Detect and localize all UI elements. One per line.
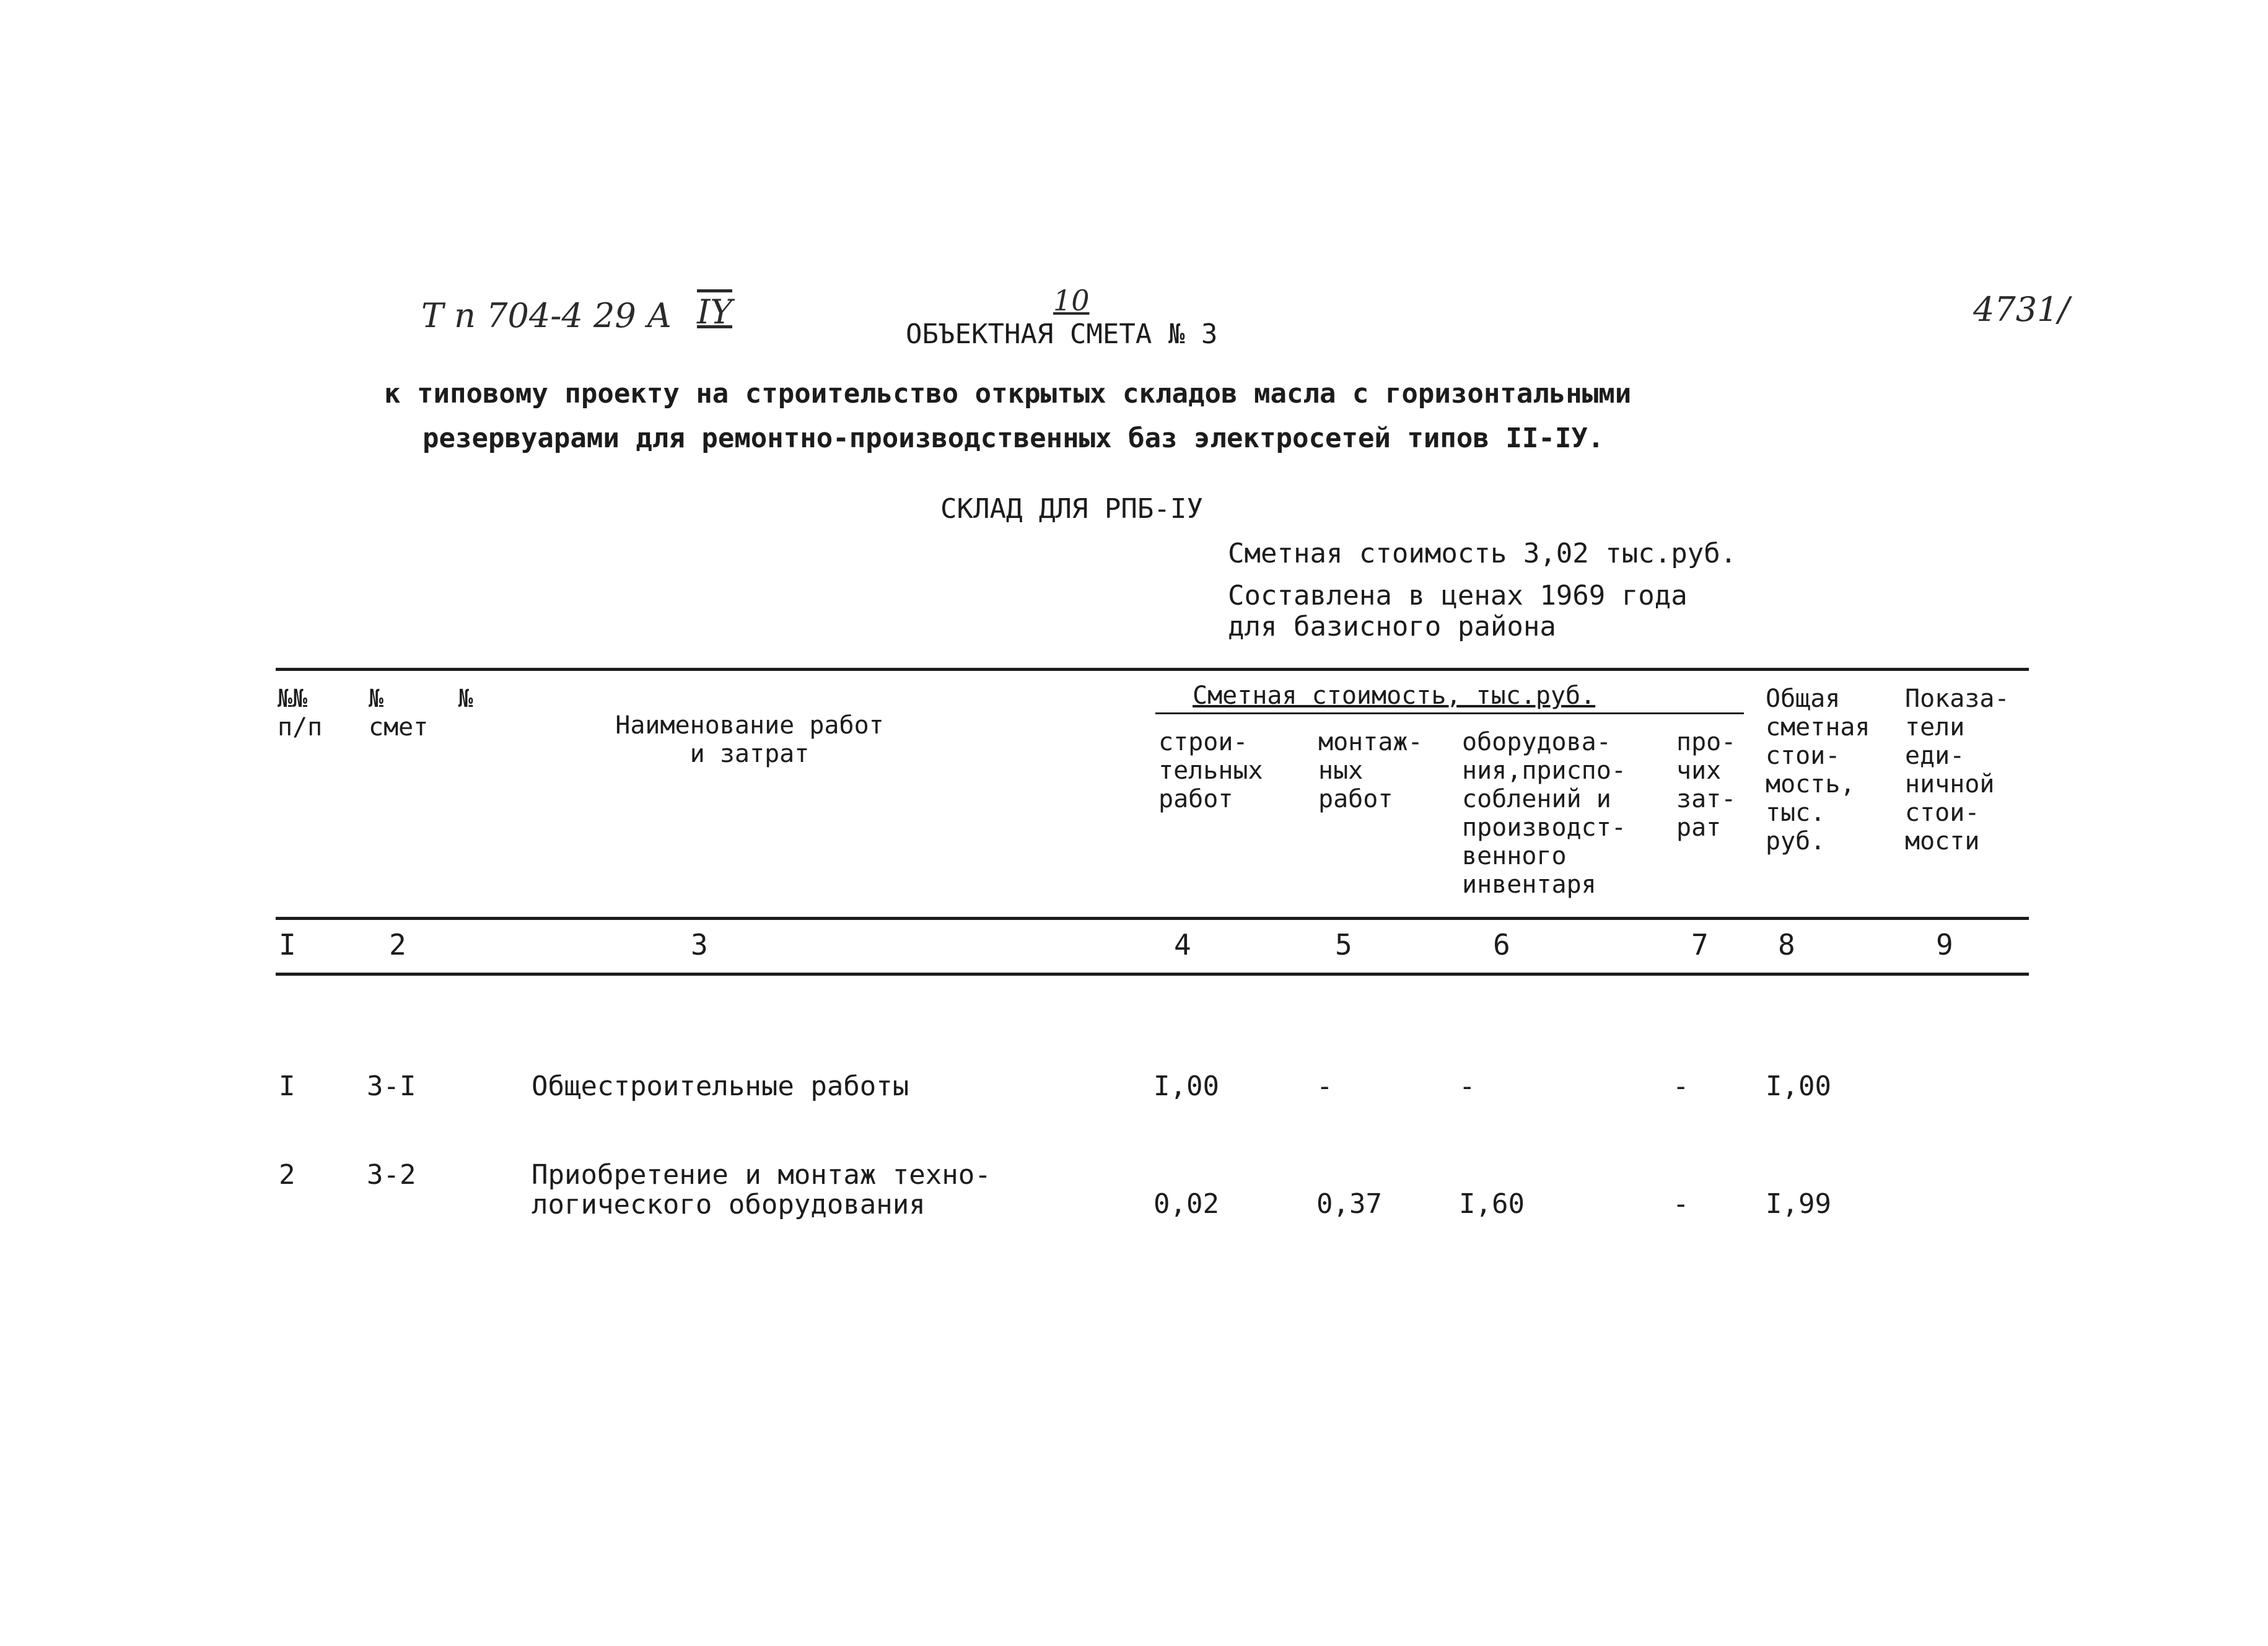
row-equipment-cost: I,60: [1459, 1188, 1525, 1220]
row-number: 2: [279, 1159, 296, 1191]
column-number-6: 6: [1493, 928, 1510, 961]
column-number-9: 9: [1936, 928, 1953, 961]
row-equipment-cost: -: [1459, 1070, 1476, 1102]
header-installation: монтаж- ных работ: [1318, 728, 1423, 813]
row-estimate-number: 3-I: [367, 1070, 416, 1102]
prices-basis-line-1: Составлена в ценах 1969 года: [1228, 580, 1688, 611]
column-number-2: 2: [389, 928, 406, 961]
row-total-cost: I,99: [1766, 1188, 1831, 1220]
row-work-name: Приобретение и монтаж техно- логического оборудования: [532, 1159, 991, 1220]
column-number-8: 8: [1778, 928, 1795, 961]
column-number-7: 7: [1691, 928, 1709, 961]
header-estimate-number: № № смет: [369, 685, 473, 742]
column-numbers-rule: [276, 973, 2029, 976]
row-total-cost: I,00: [1766, 1070, 1831, 1102]
row-other-cost: -: [1673, 1188, 1689, 1220]
header-construction: строи- тельных работ: [1158, 728, 1263, 813]
table-top-rule: [276, 668, 2029, 671]
row-installation-cost: 0,37: [1316, 1188, 1382, 1220]
column-number-5: 5: [1335, 928, 1352, 961]
header-cost-group: Сметная стоимость, тыс.руб.: [1193, 681, 1596, 710]
header-bottom-rule: [276, 917, 2029, 920]
column-number-4: 4: [1174, 928, 1191, 961]
document-title: ОБЪЕКТНАЯ СМЕТА № 3: [906, 318, 1218, 350]
row-construction-cost: 0,02: [1154, 1188, 1219, 1220]
header-work-name: Наименование работ и затрат: [615, 711, 884, 768]
row-estimate-number: 3-2: [367, 1159, 416, 1191]
header-equipment: оборудова- ния,приспо- соблений и производст- венного инвентаря: [1462, 728, 1626, 899]
header-unit-cost: Показа- тели еди- ничной стои- мости: [1905, 685, 2010, 856]
album-numeral: IY: [697, 292, 732, 331]
project-code: Т п 704-4 29 А: [421, 296, 672, 335]
header-row-number: №№ п/п: [278, 685, 323, 742]
header-total: Общая сметная стои- мость, тыс. руб.: [1766, 685, 1870, 856]
row-other-cost: -: [1673, 1070, 1689, 1102]
row-work-name: Общестроительные работы: [532, 1070, 909, 1102]
section-title: СКЛАД ДЛЯ РПБ-IУ: [940, 493, 1203, 525]
row-number: I: [279, 1070, 296, 1102]
subtitle-line-2: резервуарами для ремонтно-производственных баз электросетей типов II-IУ.: [423, 422, 1605, 454]
prices-basis-line-2: для базисного района: [1228, 611, 1556, 642]
page-number: 10: [1053, 284, 1090, 317]
row-construction-cost: I,00: [1154, 1070, 1219, 1102]
subtitle-line-1: к типовому проекту на строительство открытых складов масла с горизонтальными: [384, 378, 1632, 409]
column-number-1: I: [279, 928, 296, 961]
row-installation-cost: -: [1316, 1070, 1333, 1102]
estimated-cost: Сметная стоимость 3,02 тыс.руб.: [1228, 538, 1737, 569]
header-other: про- чих зат- рат: [1676, 728, 1736, 842]
archive-number: 4731/: [1973, 290, 2070, 329]
column-number-3: 3: [691, 928, 708, 961]
header-group-rule: [1155, 712, 1744, 714]
